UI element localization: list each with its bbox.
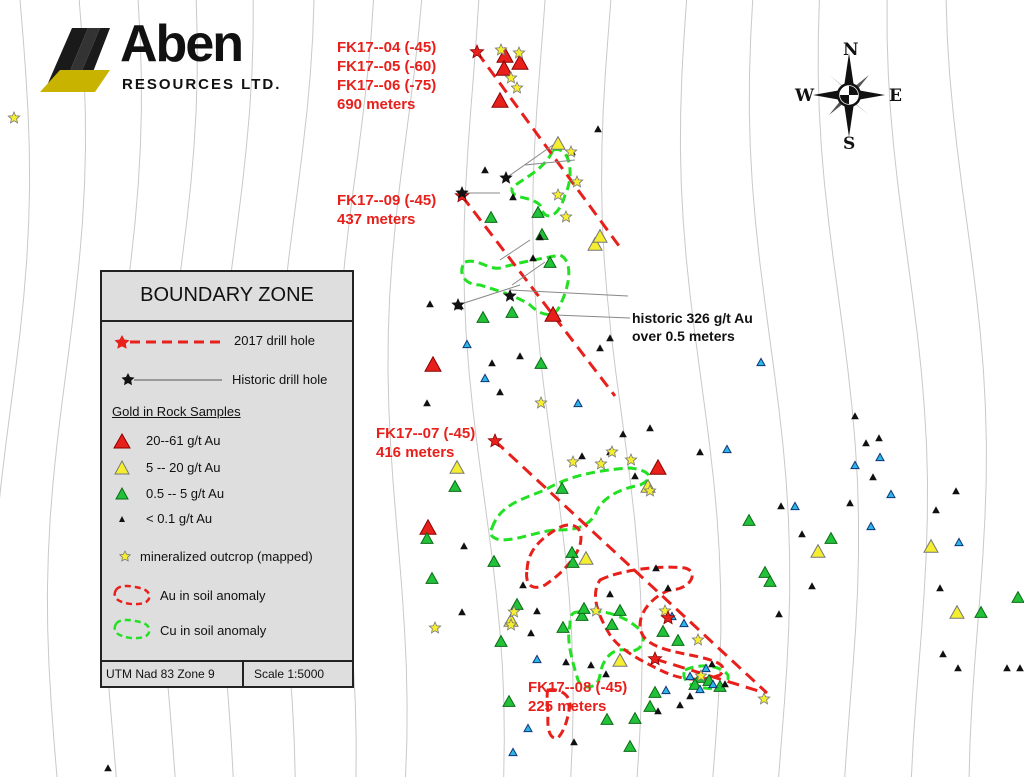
drill-collar-historic-icon	[500, 172, 511, 183]
au-sample-nil-icon	[105, 765, 111, 770]
drill-collar-2017-icon	[648, 652, 661, 665]
au-sample-low-icon	[485, 212, 497, 223]
au-sample-nil-icon	[665, 585, 671, 590]
au-sample-low-icon	[535, 358, 547, 369]
legend-title: BOUNDARY ZONE	[140, 284, 314, 306]
au-sample-nil-icon	[863, 440, 869, 445]
legend-gold-class-3: 0.5 -- 5 g/t Au	[146, 486, 225, 501]
mineralized-outcrop-icon	[567, 456, 578, 467]
compass-rose	[813, 53, 885, 137]
legend-footer	[102, 660, 352, 688]
drill-label-line: 416 meters	[376, 444, 455, 461]
legend-black-triangle-icon	[119, 516, 125, 522]
mineralized-outcrop-icon	[758, 693, 769, 704]
au-sample-nil-icon	[427, 301, 433, 306]
au-sample-nil-icon	[603, 671, 609, 676]
mineralized-outcrop-icon	[590, 605, 601, 616]
au-sample-nil-icon	[1004, 665, 1010, 670]
legend-gold-class-2: 5 -- 20 g/t Au	[146, 460, 221, 475]
compass-south-label: S	[843, 134, 856, 154]
drill-label-fk17-07	[376, 424, 475, 462]
au-sample-low-icon	[624, 741, 636, 752]
au-sample-trace-icon	[533, 655, 541, 662]
au-sample-nil-icon	[940, 651, 946, 656]
contour-line	[818, 0, 858, 777]
au-sample-nil-icon	[697, 449, 703, 454]
au-sample-low-icon	[495, 636, 507, 647]
legend-outcrop-label: mineralized outcrop (mapped)	[140, 549, 313, 564]
mineralized-outcrop-icon	[606, 446, 617, 457]
au-sample-low-icon	[649, 687, 661, 698]
cu-anomaly-3	[490, 468, 648, 540]
au-sample-high-icon	[650, 460, 666, 474]
drill-label-line: FK17--07 (-45)	[376, 425, 476, 442]
drill-label-fk17-09	[337, 191, 436, 229]
au-sample-low-icon	[503, 696, 515, 707]
au-sample-nil-icon	[809, 583, 815, 588]
au-sample-nil-icon	[563, 659, 569, 664]
au-sample-nil-icon	[534, 608, 540, 613]
au-sample-trace-icon	[757, 358, 765, 365]
contour-line	[749, 0, 789, 777]
au-sample-low-icon	[672, 635, 684, 646]
drill-label-line: FK17--08 (-45)	[528, 679, 628, 696]
au-sample-low-icon	[759, 567, 771, 578]
mineralized-outcrop-icon	[571, 176, 582, 187]
au-sample-nil-icon	[647, 425, 653, 430]
au-sample-nil-icon	[595, 126, 601, 131]
drill-trace-historic	[506, 145, 553, 178]
au-sample-nil-icon	[709, 661, 715, 666]
au-sample-trace-icon	[876, 453, 884, 460]
au-sample-mid-icon	[551, 137, 565, 150]
au-sample-mid-icon	[579, 552, 593, 565]
note-line: over 0.5 meters	[632, 328, 735, 344]
au-sample-nil-icon	[588, 662, 594, 667]
legend-cu-anomaly-icon	[115, 620, 150, 638]
legend-yellow-triangle-icon	[115, 461, 129, 474]
drill-label-line: 225 meters	[528, 698, 607, 715]
logo-name: Aben	[120, 15, 242, 73]
au-sample-nil-icon	[632, 473, 638, 478]
au-sample-nil-icon	[778, 503, 784, 508]
mineralized-outcrop-icon	[429, 622, 440, 633]
legend-au-anomaly-icon	[115, 586, 150, 604]
au-sample-nil-icon	[528, 630, 534, 635]
au-sample-trace-icon	[574, 399, 582, 406]
cu-anomaly-1	[512, 149, 570, 215]
au-sample-nil-icon	[1017, 665, 1023, 670]
mineralized-outcrop-icon	[560, 211, 571, 222]
au-sample-trace-icon	[887, 490, 895, 497]
au-sample-low-icon	[477, 312, 489, 323]
au-sample-high-icon	[492, 93, 508, 107]
au-sample-nil-icon	[517, 353, 523, 358]
au-sample-trace-icon	[723, 445, 731, 452]
drill-label-fk17-08	[528, 678, 627, 716]
legend-2017-star-icon	[115, 335, 130, 349]
au-sample-nil-icon	[687, 693, 693, 698]
au-sample-mid-icon	[593, 230, 607, 243]
au-sample-trace-icon	[463, 340, 471, 347]
au-sample-low-icon	[1012, 592, 1024, 603]
drill-collar-2017-icon	[470, 45, 483, 58]
au-sample-nil-icon	[677, 702, 683, 707]
compass-west-label: W	[795, 86, 815, 106]
au-sample-nil-icon	[876, 435, 882, 440]
au-sample-nil-icon	[424, 400, 430, 405]
logo-subtitle: RESOURCES LTD.	[122, 76, 282, 93]
mineralized-outcrop-icon	[8, 112, 19, 123]
legend-red-triangle-icon	[114, 434, 130, 448]
historic-assay-note	[632, 309, 753, 345]
contour-line	[680, 0, 721, 777]
au-sample-nil-icon	[489, 360, 495, 365]
legend-scale: Scale 1:5000	[254, 667, 325, 681]
au-sample-nil-icon	[461, 543, 467, 548]
legend-au-soil-label: Au in soil anomaly	[160, 588, 266, 603]
legend-title-box	[102, 272, 352, 322]
au-sample-high-icon	[512, 55, 528, 69]
au-sample-nil-icon	[520, 582, 526, 587]
au-sample-mid-icon	[450, 461, 464, 474]
au-sample-low-icon	[544, 257, 556, 268]
au-sample-low-icon	[743, 515, 755, 526]
au-sample-nil-icon	[597, 345, 603, 350]
au-sample-nil-icon	[579, 453, 585, 458]
au-sample-nil-icon	[607, 591, 613, 596]
au-sample-nil-icon	[799, 531, 805, 536]
note-line: historic 326 g/t Au	[632, 310, 753, 326]
drill-trace-2017	[495, 441, 767, 693]
au-sample-high-icon	[420, 520, 436, 534]
drill-trace-historic	[512, 262, 545, 285]
legend-footer-divider	[242, 662, 244, 688]
au-sample-low-icon	[506, 307, 518, 318]
legend-green-triangle-icon	[116, 488, 128, 499]
compass-north-label: N	[843, 40, 859, 60]
drill-label-line: FK17--06 (-75)	[337, 77, 437, 94]
au-sample-nil-icon	[953, 488, 959, 493]
au-sample-nil-icon	[620, 431, 626, 436]
au-sample-mid-icon	[613, 654, 627, 667]
au-sample-nil-icon	[776, 611, 782, 616]
au-sample-low-icon	[975, 607, 987, 618]
drill-label-line: 437 meters	[337, 211, 416, 228]
contour-line	[47, 0, 85, 777]
au-sample-low-icon	[657, 626, 669, 637]
legend-historic-drill-label: Historic drill hole	[232, 372, 328, 387]
mineralized-outcrop-icon	[552, 189, 563, 200]
au-sample-trace-icon	[509, 748, 517, 755]
au-sample-nil-icon	[482, 167, 488, 172]
au-sample-trace-icon	[481, 374, 489, 381]
company-logo	[40, 15, 290, 100]
au-sample-trace-icon	[955, 538, 963, 545]
legend-gold-class-1: 20--61 g/t Au	[146, 433, 221, 448]
drill-label-line: FK17--09 (-45)	[337, 192, 437, 209]
au-sample-nil-icon	[497, 389, 503, 394]
drill-label-fk17-04-05-06	[337, 38, 436, 114]
au-sample-low-icon	[606, 619, 618, 630]
au-sample-mid-icon	[811, 545, 825, 558]
drill-trace-historic	[555, 315, 630, 318]
drill-label-line: FK17--05 (-60)	[337, 58, 437, 75]
au-sample-nil-icon	[847, 500, 853, 505]
au-sample-high-icon	[425, 357, 441, 371]
au-sample-nil-icon	[870, 474, 876, 479]
drill-collar-historic-icon	[504, 290, 515, 301]
mineralized-outcrop-icon	[595, 458, 606, 469]
au-sample-trace-icon	[791, 502, 799, 509]
drill-label-line: 690 meters	[337, 96, 416, 113]
contour-line	[946, 0, 986, 777]
au-sample-low-icon	[825, 533, 837, 544]
compass-east-label: E	[889, 86, 902, 106]
au-sample-low-icon	[644, 701, 656, 712]
contour-line	[887, 0, 927, 777]
au-sample-trace-icon	[680, 619, 688, 626]
au-sample-low-icon	[614, 605, 626, 616]
au-sample-nil-icon	[459, 609, 465, 614]
au-sample-nil-icon	[933, 507, 939, 512]
au-sample-nil-icon	[937, 585, 943, 590]
legend-gold-class-4: < 0.1 g/t Au	[146, 511, 213, 526]
au-sample-low-icon	[557, 622, 569, 633]
legend-utm: UTM Nad 83 Zone 9	[106, 667, 215, 681]
au-sample-trace-icon	[686, 672, 694, 679]
map-legend	[100, 270, 354, 688]
au-sample-low-icon	[449, 481, 461, 492]
au-sample-low-icon	[511, 599, 523, 610]
au-sample-trace-icon	[851, 461, 859, 468]
au-sample-trace-icon	[662, 686, 670, 693]
contour-line	[388, 0, 422, 777]
au-sample-low-icon	[556, 483, 568, 494]
au-sample-low-icon	[629, 713, 641, 724]
drill-trace-historic	[510, 290, 628, 296]
au-sample-high-icon	[496, 61, 512, 75]
au-sample-trace-icon	[524, 724, 532, 731]
mineralized-outcrop-icon	[511, 82, 522, 93]
legend-2017-drill-label: 2017 drill hole	[234, 333, 315, 348]
legend-gold-heading: Gold in Rock Samples	[112, 404, 241, 419]
au-sample-low-icon	[426, 573, 438, 584]
drill-label-line: FK17--04 (-45)	[337, 39, 437, 56]
au-sample-trace-icon	[867, 522, 875, 529]
legend-cu-soil-label: Cu in soil anomaly	[160, 623, 267, 638]
au-sample-nil-icon	[530, 255, 536, 260]
drill-trace-2017	[477, 52, 622, 250]
au-sample-low-icon	[488, 556, 500, 567]
contour-line	[464, 0, 505, 777]
au-sample-low-icon	[578, 603, 590, 614]
au-sample-nil-icon	[955, 665, 961, 670]
legend-historic-star-icon	[122, 373, 135, 385]
legend-outcrop-star-icon	[120, 551, 130, 561]
mineralized-outcrop-icon	[692, 634, 703, 645]
au-sample-mid-icon	[950, 606, 964, 619]
